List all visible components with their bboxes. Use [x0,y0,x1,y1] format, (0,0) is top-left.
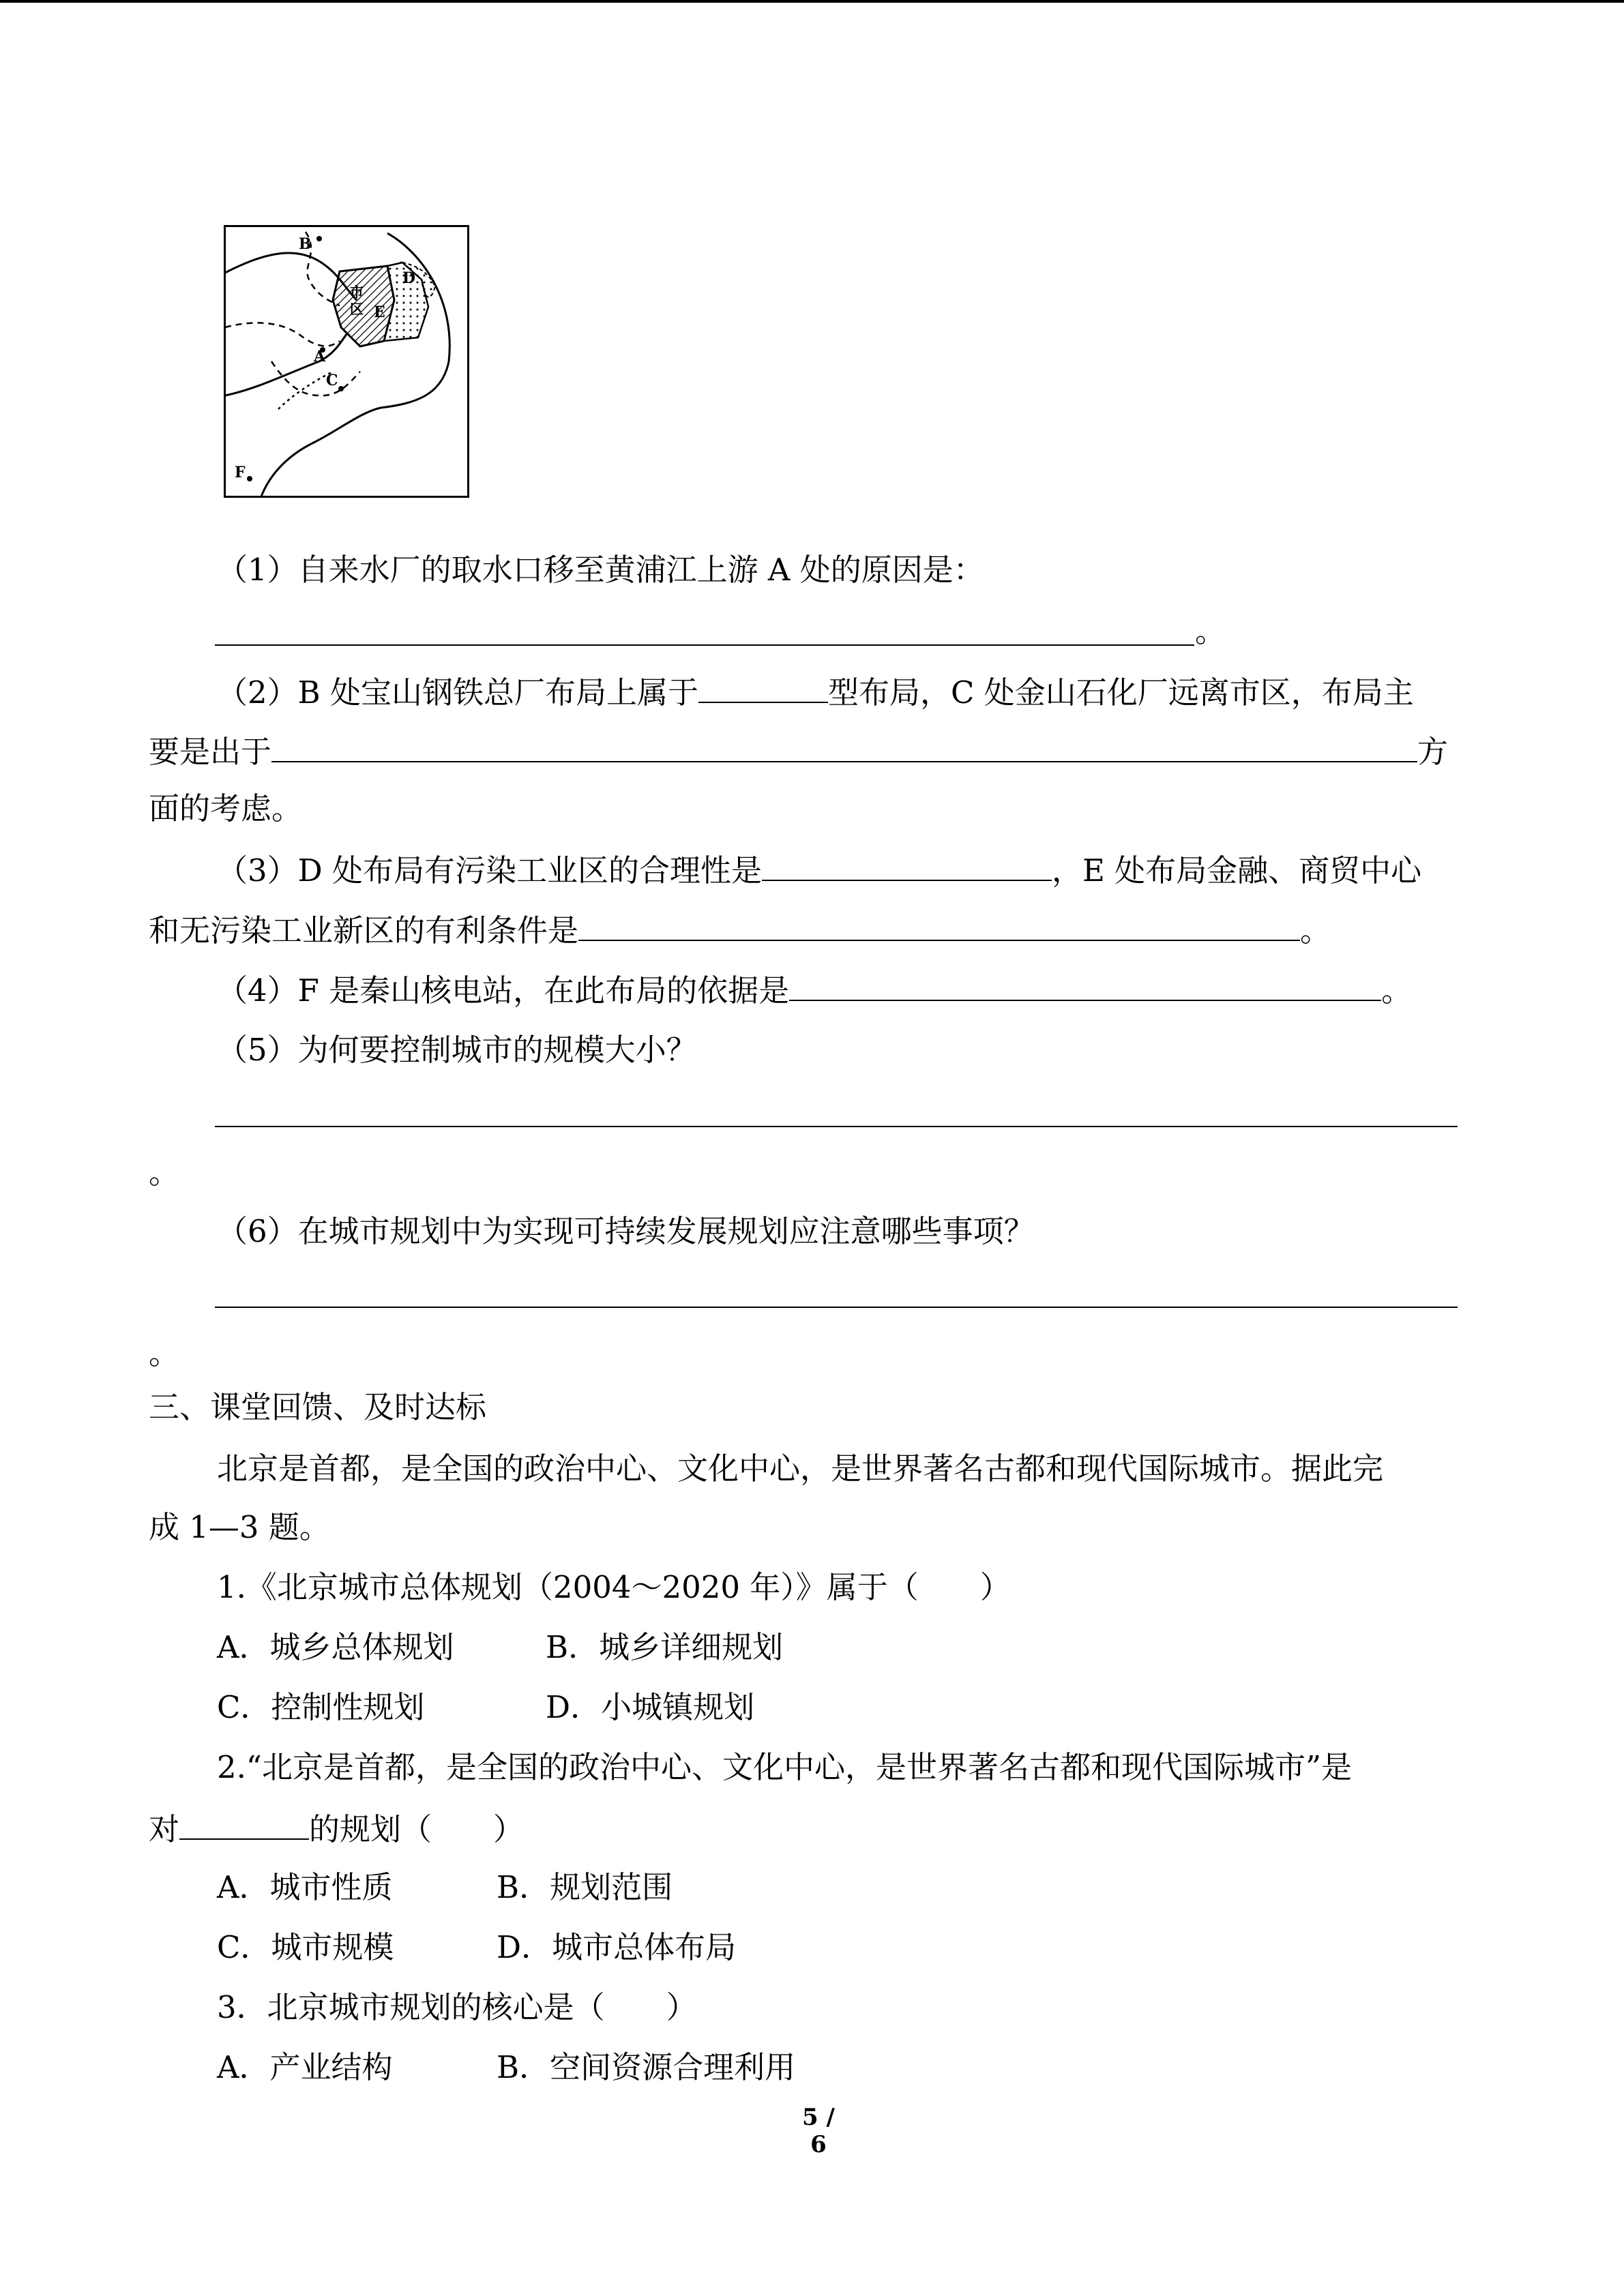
map-label-f: F [235,464,246,481]
question-5: （5）为何要控制城市的规模大小？ [217,1032,697,1068]
question-3-line-1: （3）D 处布局有污染工业区的合理性是 ，E 处布局金融、商贸中心 [217,850,1421,890]
map-label-a: A [314,348,326,366]
section-3-intro-line-1: 北京是首都，是全国的政治中心、文化中心，是世界著名古都和现代国际城市。据此完 [217,1450,1384,1487]
question-2-line-3: 面的考虑。 [149,790,303,826]
page-number: 5 / 6 [802,2104,835,2158]
q5-answer-line[interactable] [215,1126,1458,1127]
item-2-option-a[interactable]: A．城市性质 [217,1869,393,1905]
question-1: （1）自来水厂的取水口移至黄浦江上游 A 处的原因是： [217,552,984,588]
item-3-option-b[interactable]: B．空间资源合理利用 [497,2049,796,2085]
q3-blank-rationality[interactable] [762,850,1052,881]
top-border [0,0,1624,3]
question-2-line-1: （2）B 处宝山钢铁总厂布局上属于 型布局，C 处金山石化厂远离市区，布局主 [217,672,1414,712]
map-label-b: B [299,235,312,253]
item-2-option-b[interactable]: B．规划范围 [497,1869,673,1905]
item-2-option-c[interactable]: C．城市规模 [217,1929,394,1965]
map-border [225,226,469,497]
point-f [247,476,252,481]
map-label-c: C [326,372,338,389]
map-label-e: E [374,303,385,321]
q1-answer-line[interactable] [215,644,1194,646]
q3-blank-conditions[interactable] [578,910,1300,941]
q2-blank-consideration[interactable] [271,731,1417,762]
item-3-stem: 3．北京城市规划的核心是（ ） [217,1989,697,2025]
point-c [338,386,344,391]
item-1-stem: 1.《北京城市总体规划（2004～2020 年）》属于（ ） [217,1569,1011,1605]
item-1-option-c[interactable]: C．控制性规划 [217,1689,425,1725]
item-1-option-d[interactable]: D．小城镇规划 [546,1689,755,1725]
item-2-blank[interactable] [179,1808,309,1840]
q5-end: 。 [149,1154,180,1191]
item-3-option-a[interactable]: A．产业结构 [217,2049,393,2085]
section-3-heading: 三、课堂回馈、及时达标 [149,1389,487,1425]
question-4: （4）F 是秦山核电站，在此布局的依据是 。 [217,970,1412,1010]
q4-blank-basis[interactable] [789,970,1381,1001]
item-1-option-a[interactable]: A．城乡总体规划 [217,1629,454,1665]
q6-end: 。 [149,1335,180,1371]
question-2-line-2: 要是出于 方 [149,731,1448,771]
item-1-option-b[interactable]: B．城乡详细规划 [546,1629,784,1665]
question-6: （6）在城市规划中为实现可持续发展规划应注意哪些事项？ [217,1213,1035,1249]
q1-end: 。 [1195,613,1226,649]
q2-blank-layout-type[interactable] [698,672,828,703]
q6-answer-line[interactable] [215,1307,1458,1308]
map-label-d: D [402,269,416,287]
point-b [316,236,322,241]
item-2-stem-line-1: 2.“北京是首都，是全国的政治中心、文化中心，是世界著名古都和现代国际城市”是 [217,1749,1352,1785]
shanghai-map [224,225,469,498]
item-2-stem-line-2: 对 的规划（ ） [149,1808,524,1849]
question-3-line-2: 和无污染工业新区的有利条件是 。 [149,910,1331,950]
item-2-option-d[interactable]: D．城市总体布局 [497,1929,737,1965]
map-label-shi: 市 [350,284,364,300]
map-label-qu: 区 [350,301,364,317]
section-3-intro-line-2: 成 1—3 题。 [149,1509,330,1545]
